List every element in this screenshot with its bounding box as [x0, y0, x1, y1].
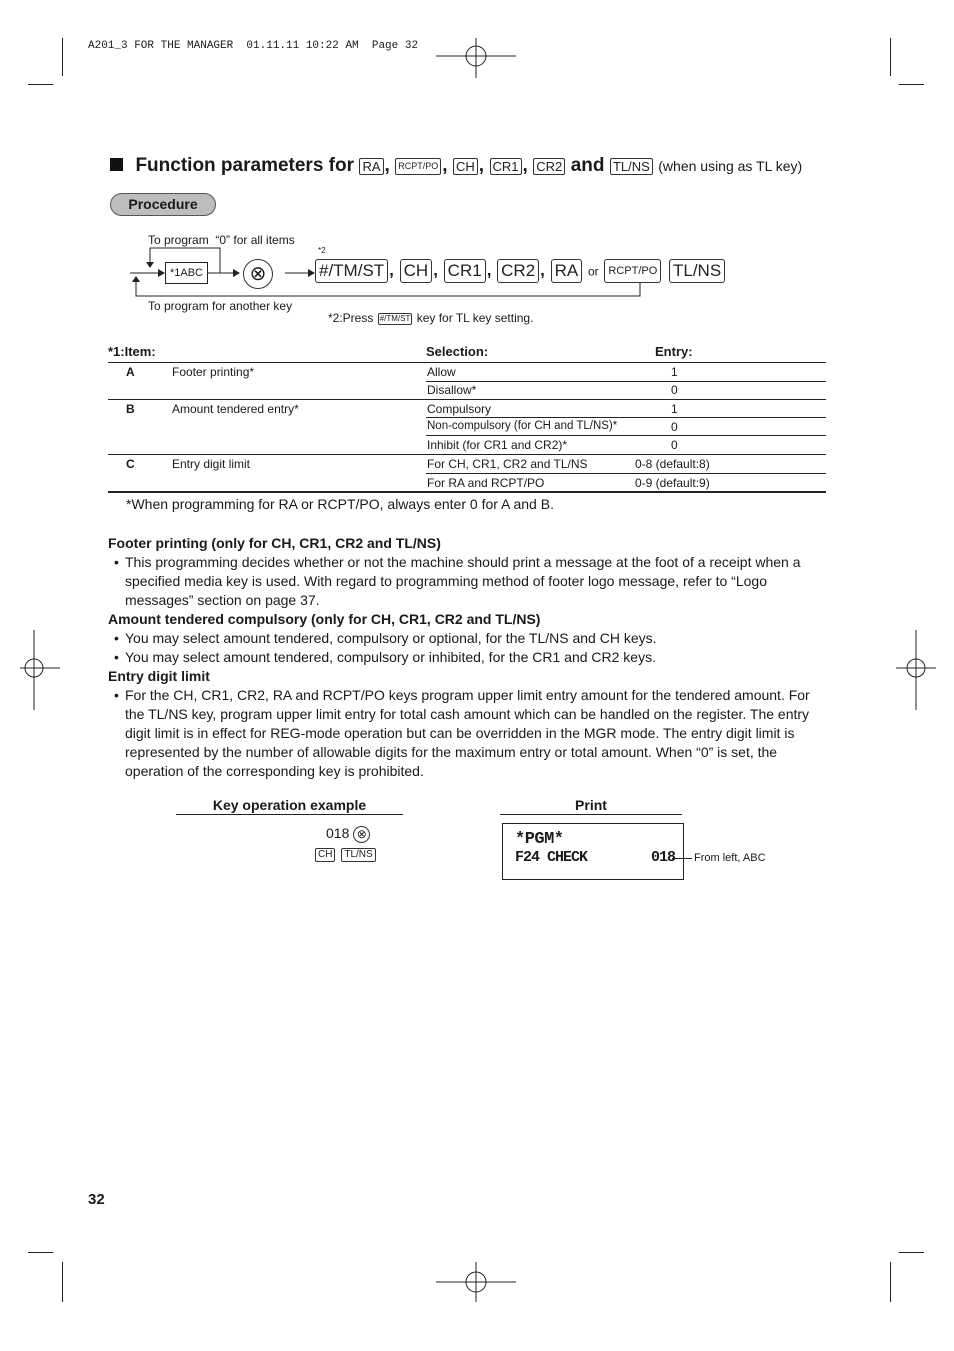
amount-tendered-heading: Amount tendered compulsory (only for CH, CR1, CR2 and TL/NS)	[108, 611, 541, 627]
table-header	[108, 344, 826, 363]
table-row	[108, 436, 826, 454]
entry-digit-heading: Entry digit limit	[108, 668, 210, 684]
title-prefix: Function parameters for	[135, 155, 354, 176]
crop-mark	[890, 38, 891, 76]
ch-key: CH	[453, 158, 478, 175]
key-operation-label: Key operation example	[212, 797, 367, 813]
abc-label: *1ABC	[169, 267, 204, 279]
procedure-label: Procedure	[110, 193, 216, 216]
or-text: or	[588, 264, 599, 279]
row-entry: 0	[671, 383, 678, 397]
key-operation-heading	[176, 797, 403, 815]
header-item: *1:Item:	[108, 344, 156, 359]
table-row	[108, 363, 826, 381]
section-title: Function parameters for RA , RCPT/PO , CH , CR1 , CR2 and TL/NS (when using as TL key)	[110, 155, 802, 177]
loop-bottom-label: To program for another key	[148, 299, 293, 313]
cr2-key: CR2	[533, 158, 565, 175]
row-entry: 1	[671, 402, 678, 416]
row-code: C	[126, 457, 135, 471]
note2-marker: *2	[318, 246, 326, 255]
ch-key: CH	[400, 259, 433, 283]
row-entry: 0	[671, 438, 678, 452]
crop-mark	[899, 84, 924, 85]
row-selection: Inhibit (for CR1 and CR2)*	[427, 438, 568, 452]
table-note: *When programming for RA or RCPT/PO, always enter 0 for A and B.	[126, 496, 554, 512]
ra-key: RA	[551, 259, 583, 283]
list-item: • You may select amount tendered, compulsory or inhibited, for the CR1 and CR2 keys.	[114, 649, 656, 665]
row-entry: 0-8 (default:8)	[635, 457, 710, 471]
list-item: • You may select amount tendered, compulsory or optional, for the TL/NS and CH keys.	[114, 630, 657, 646]
list-item: • For the CH, CR1, CR2, RA and RCPT/PO keys program upper limit entry amount for the tendered amount. For the TL/NS key, program upper limit entry for total cash amount which can be handled on the register. The entry digit limit is in effect for REG-mode operation but can be overridden in the MGR mode. The entry digit limit is represented by the number of allowable digits for the maximum entry or total amount. When “0” is set, the operation of the corresponding key is prohibited.	[108, 686, 824, 781]
row-item: Footer printing*	[172, 365, 255, 379]
row-entry: 0	[671, 420, 678, 434]
receipt-line-2-right: 018	[651, 849, 676, 866]
registration-mark-top	[436, 38, 516, 78]
row-selection: Disallow*	[427, 383, 477, 397]
annotation-text: From left, ABC	[694, 852, 766, 864]
print-slug: A201_3 FOR THE MANAGER 01.11.11 10:22 AM Page 32	[88, 40, 419, 52]
print-label: Print	[575, 797, 607, 813]
table-row	[108, 474, 826, 492]
row-entry: 1	[671, 365, 678, 379]
receipt-line-2-left: F24 CHECK	[515, 849, 588, 866]
multiply-icon: ⊗	[353, 826, 370, 843]
print-heading	[500, 797, 682, 815]
receipt-line-1: *PGM*	[515, 830, 564, 849]
footer-printing-section	[108, 534, 824, 781]
tm-st-key: #/TM/ST	[315, 259, 388, 283]
square-bullet-icon	[110, 158, 123, 171]
amount-tendered-text-1: You may select amount tendered, compulsory or optional, for the TL/NS and CH keys.	[125, 630, 657, 646]
list-item: • This programming decides whether or not the machine should print a message at the foot of a receipt when a specified media key is used. With regard to programming method of footer logo message, refer to “Logo messages” section on page 37.	[108, 553, 824, 610]
row-code: A	[126, 365, 135, 379]
diagram-key-row: #/TM/ST , CH , CR1 , CR2 , RA or RCPT/PO	[314, 259, 662, 283]
row-item: Amount tendered entry*	[172, 402, 299, 416]
footnote-2	[328, 311, 533, 325]
header-entry: Entry:	[655, 344, 693, 359]
annotation-leader	[672, 858, 692, 859]
row-selection: Non-compulsory (for CH and TL/NS)*	[427, 420, 618, 432]
cr1-key: CR1	[490, 158, 522, 175]
ch-key: CH	[315, 848, 335, 862]
table-row	[108, 400, 826, 418]
entry-digit-text: For the CH, CR1, CR2, RA and RCPT/PO keys program upper limit entry amount for the tendered amount. For the TL/NS key, program upper limit entry for total cash amount which can be handled on the register. The entry digit limit is in effect for REG-mode operation but can be overridden in the MGR mode. The entry digit limit is represented by the number of allowable digits for the maximum entry or total amount. When “0” is set, the operation of the corresponding key is prohibited.	[125, 687, 810, 779]
key-sequence	[314, 824, 377, 864]
abc-box	[165, 262, 208, 284]
table-row	[108, 455, 826, 473]
row-code: B	[126, 402, 135, 416]
page-number: 32	[88, 1191, 105, 1208]
crop-mark	[28, 84, 53, 85]
footnote-suffix: key for TL key setting.	[416, 311, 534, 325]
amount-tendered-text-2: You may select amount tendered, compulsory or inhibited, for the CR1 and CR2 keys.	[125, 649, 656, 665]
table-row	[108, 381, 826, 399]
loop-top-label: To program “0” for all items	[148, 233, 295, 247]
cr1-key: CR1	[444, 259, 486, 283]
tm-st-key: #/TM/ST	[379, 313, 411, 323]
tl-ns-key: TL/NS	[669, 259, 725, 283]
crop-mark	[890, 1262, 891, 1302]
multiply-icon: ⊗	[249, 263, 267, 285]
footer-printing-heading: Footer printing (only for CH, CR1, CR2 and TL/NS)	[108, 535, 441, 551]
crop-mark	[62, 1262, 63, 1302]
row-selection: For CH, CR1, CR2 and TL/NS	[427, 457, 588, 471]
registration-mark-bottom	[436, 1262, 516, 1302]
table-row	[108, 418, 826, 436]
rcpt-po-key: RCPT/PO	[395, 158, 441, 175]
tl-ns-key: TL/NS	[341, 848, 375, 862]
footnote-prefix: *2:Press	[328, 311, 374, 325]
crop-mark	[899, 1252, 924, 1253]
cr2-key: CR2	[497, 259, 539, 283]
row-entry: 0-9 (default:9)	[635, 476, 710, 490]
rcpt-po-key: RCPT/PO	[604, 259, 661, 283]
title-and: and	[570, 155, 605, 176]
entry-value: 018	[326, 825, 350, 841]
receipt-print	[502, 823, 684, 880]
footer-printing-text: This programming decides whether or not the machine should print a message at the foot of a receipt when a specified media key is used. With regard to programming method of footer logo message, refer to “Logo messages” section on page 37.	[125, 554, 801, 608]
title-suffix: (when using as TL key)	[658, 158, 803, 174]
header-selection: Selection:	[426, 344, 489, 359]
registration-mark-left	[20, 630, 60, 710]
registration-mark-right	[896, 630, 936, 710]
row-selection: For RA and RCPT/PO	[427, 476, 545, 490]
row-selection: Compulsory	[427, 402, 492, 416]
tl-ns-key: TL/NS	[610, 158, 653, 175]
row-selection: Allow	[427, 365, 456, 379]
tl-ns-final-key	[668, 259, 726, 283]
multiply-key	[243, 259, 273, 289]
table-bottom-rule	[108, 491, 826, 493]
crop-mark	[28, 1252, 53, 1253]
crop-mark	[62, 38, 63, 76]
row-item: Entry digit limit	[172, 457, 251, 471]
ra-key: RA	[359, 158, 383, 175]
